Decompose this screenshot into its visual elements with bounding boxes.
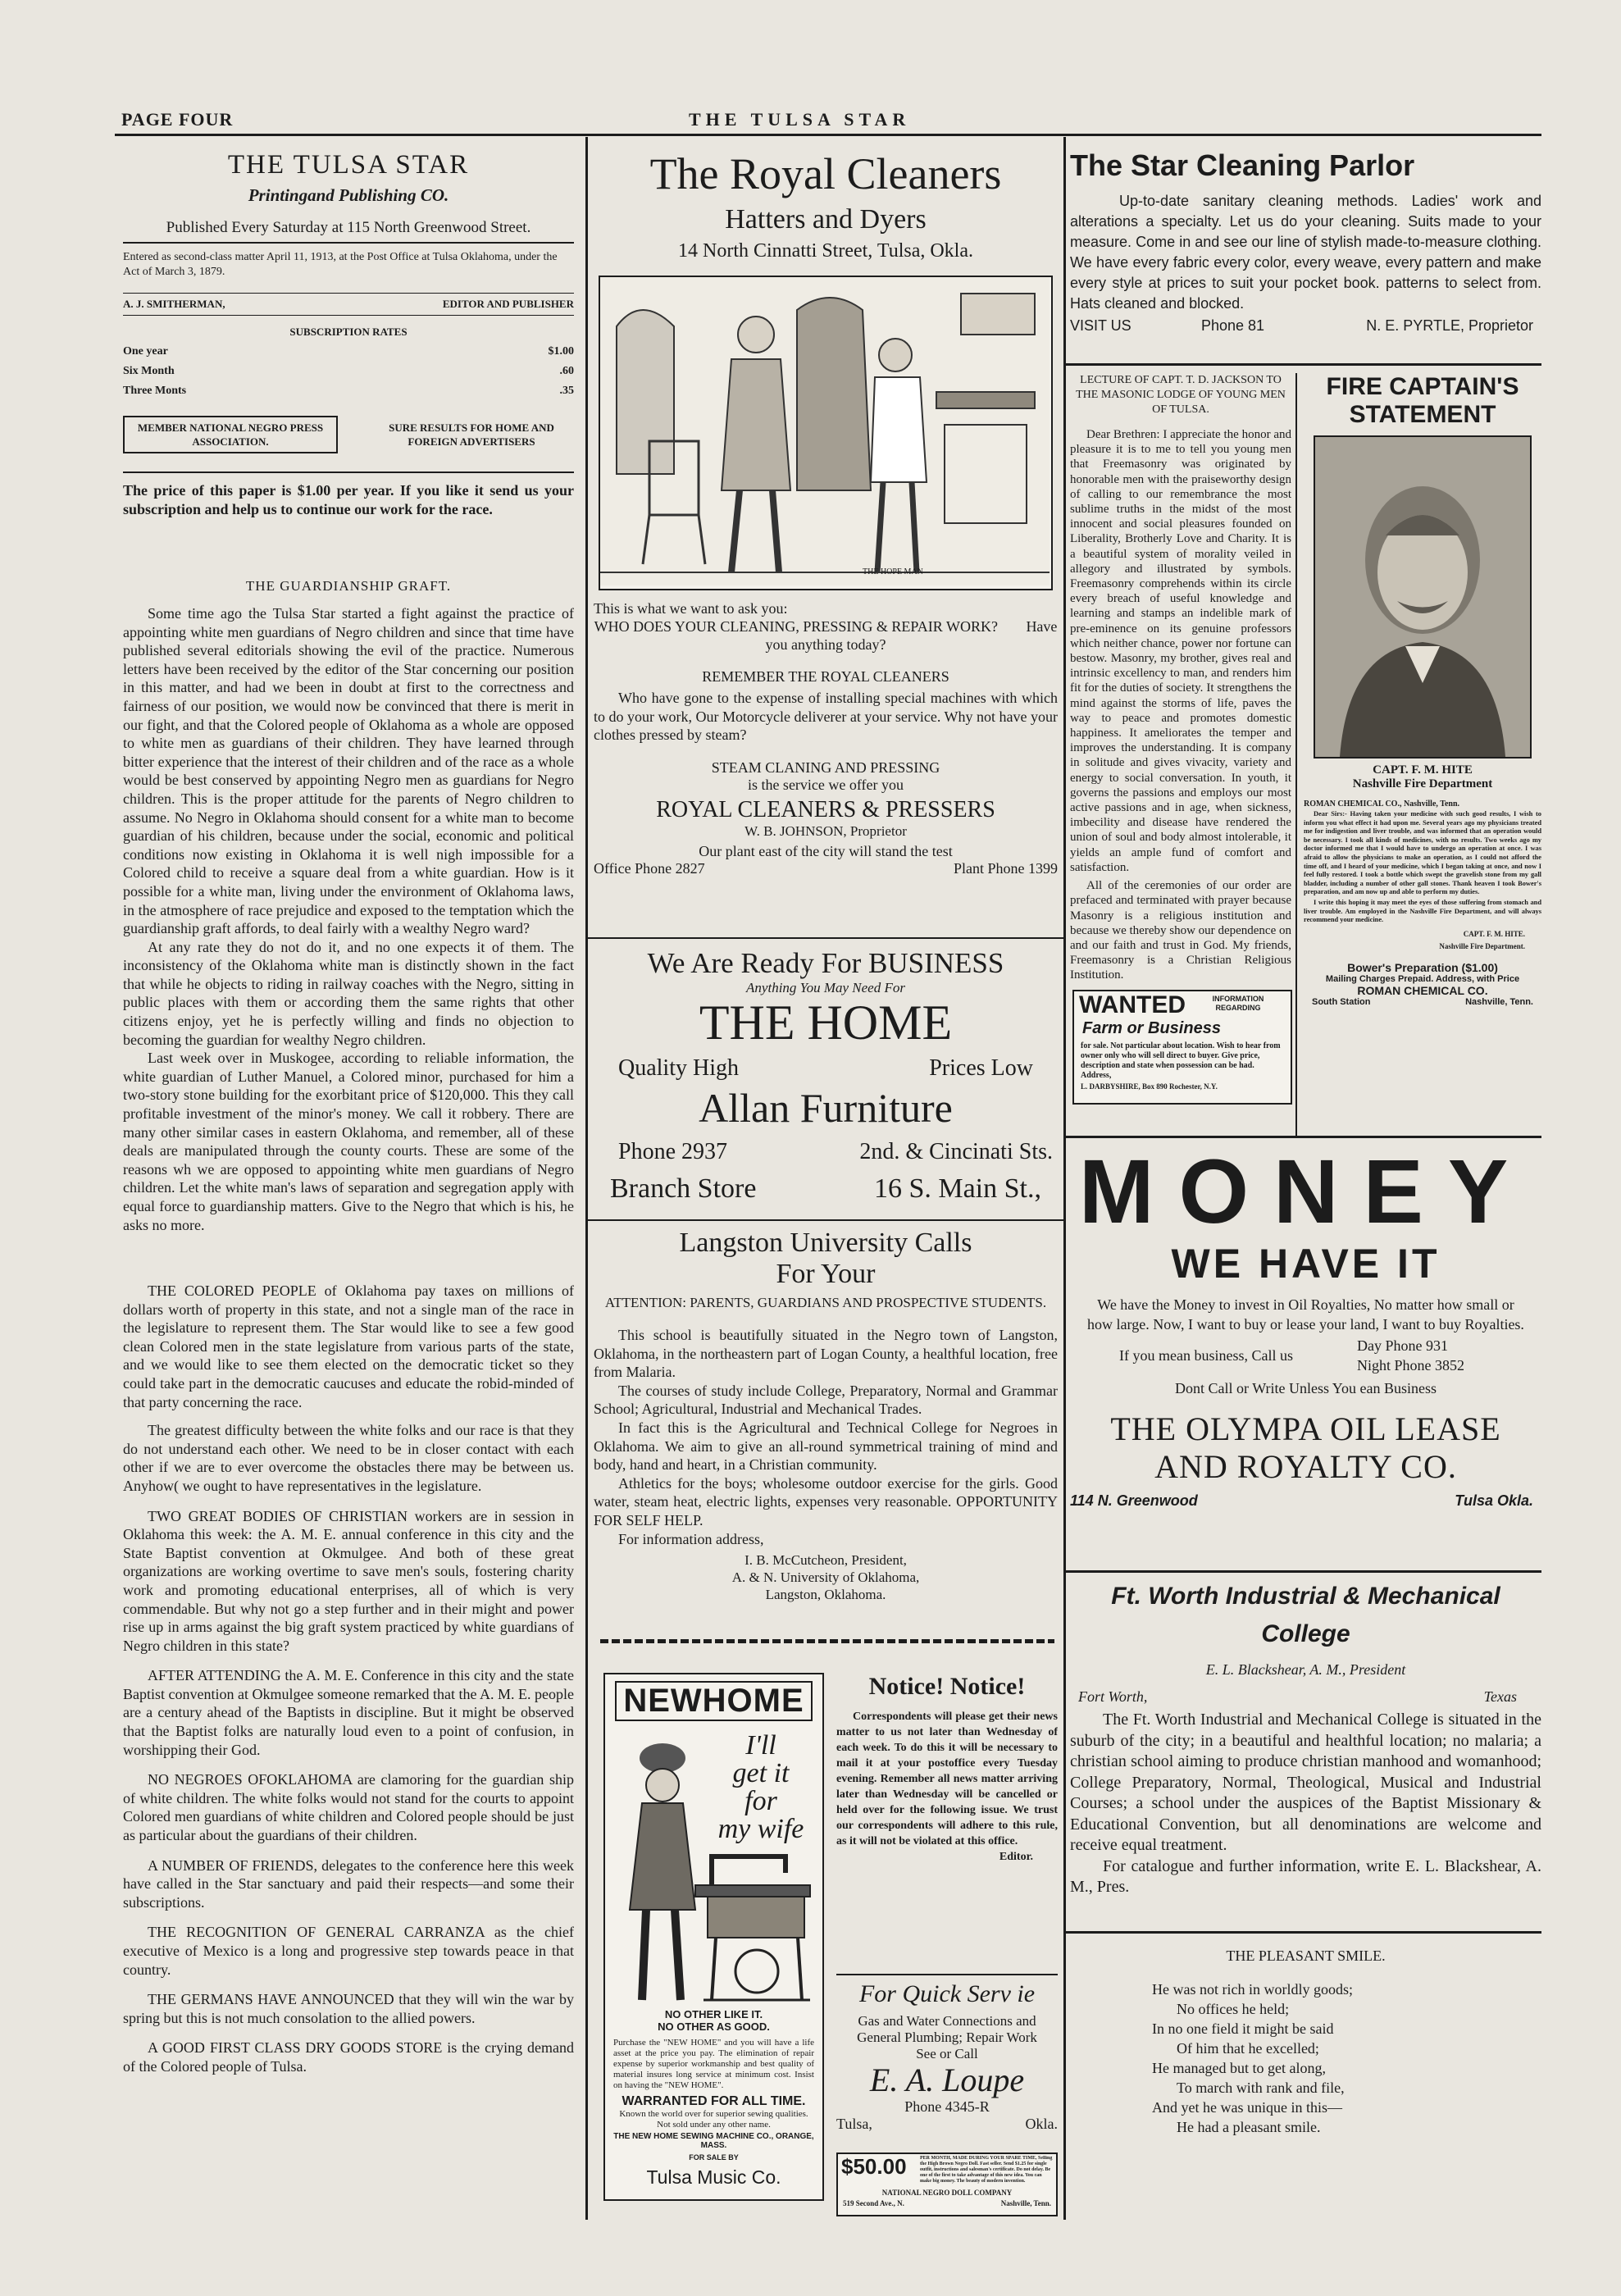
illustration-caption: THE HOPE MAN	[863, 567, 923, 576]
fire-sig: CAPT. F. M. HITE.	[1463, 929, 1525, 938]
money-mean: If you mean business, Call us	[1119, 1347, 1293, 1364]
service-line: General Plumbing; Repair Work	[857, 2029, 1037, 2045]
home-anything: Anything You May Need For	[746, 980, 905, 995]
rate-label: One year	[123, 345, 168, 358]
royal-office-phone: Office Phone 2827	[594, 859, 705, 877]
note-paragraph: AFTER ATTENDING the A. M. E. Conference in this city and the state Baptist convention at Okmulgee someone remarked that the A. M. E. people are a century ahead of the Baptists in discipline. But it might be observed that the Baptist folks are naturally loud even to a point of confusion, in worshipping their God.	[123, 1667, 574, 1758]
newspaper-page	[115, 94, 1541, 2226]
masthead-subtitle: Printingand Publishing CO.	[248, 185, 449, 205]
rate-label: Six Month	[123, 365, 175, 377]
royal-cleaners-ad	[594, 140, 1058, 985]
olympa-oil-ad	[1070, 1144, 1541, 1652]
masthead-title: THE TULSA STAR	[227, 150, 470, 180]
notice-body: Correspondents will please get their news matter to us not later than Wednesday of each week. To do this it will be necessary to mail it at your postoffice every Tuesday evening. Remember all news matter arriving later than Wednesday will be cancelled or held over for the following issue. We trust our correspondents will adhere to this rule, as it will not be violated at this office.	[836, 1711, 1058, 1847]
poem-line: And yet he was unique in this—	[1152, 2099, 1342, 2116]
lecture-heading: LECTURE OF CAPT. T. D. JACKSON TO THE MASONIC LODGE OF YOUNG MEN OF TULSA.	[1076, 374, 1286, 416]
slogan-line: I'll	[745, 1730, 776, 1761]
money-body: We have the Money to invest in Oil Royalties, No matter how small or how large. Now, I want to buy or lease your land, I want to buy Royalties.	[1087, 1296, 1524, 1332]
home-location: 2nd. & Cincinati Sts.	[859, 1139, 1053, 1164]
royal-name-2: ROYAL CLEANERS & PRESSERS	[656, 796, 995, 822]
new-home-warranted: WARRANTED FOR ALL TIME.	[622, 2094, 806, 2108]
fire-from: ROMAN CHEMICAL CO., Nashville, Tenn.	[1304, 800, 1460, 809]
home-phone-row	[594, 1139, 1058, 1173]
service-name: E. A. Loupe	[869, 2061, 1025, 2098]
langston-attention: ATTENTION: PARENTS, GUARDIANS AND PROSPECTIVE STUDENTS.	[604, 1295, 1047, 1310]
poem-title: THE PLEASANT SMILE.	[1226, 1947, 1386, 1964]
fire-station: South Station	[1312, 996, 1371, 1007]
langston-title-1: Langston University Calls	[679, 1228, 972, 1258]
poem-line: In no one field it might be said	[1152, 2020, 1334, 2037]
ad-rule	[600, 1639, 1054, 1643]
fw-title-1: Ft. Worth Industrial & Mechanical	[1111, 1583, 1500, 1610]
editorial-paragraph: At any rate they do not do it, and no one expects it of them. The inconsistency of the Oklahoma white man is distinctly shown in the fact that while he objects to riding in railway coaches with the Negro, sitting in public places with them or according them the same rights that other citizens enjoy, yet he is perfectly willing and finds no objection to becoming the guardian for wealthy Negro children.	[123, 938, 574, 1048]
royal-title: The Royal Cleaners	[649, 149, 1002, 198]
fire-sig-2: Nashville Fire Department.	[1439, 941, 1525, 950]
doll-address-row	[838, 2199, 1056, 2211]
rates-table	[123, 345, 574, 404]
service-title: For Quick Serv ie	[858, 1980, 1036, 2007]
langston-sig-line: I. B. McCutcheon, President,	[744, 1552, 907, 1569]
fw-city-row	[1070, 1688, 1541, 1710]
royal-offer: is the service we offer you	[747, 776, 904, 793]
rate-price: .35	[559, 385, 574, 397]
money-city: Tulsa Okla.	[1455, 1492, 1533, 1509]
wanted-info: INFORMATION REGARDING	[1212, 995, 1264, 1012]
star-parlor-body: Up-to-date sanitary cleaning methods. Ladies' work and alterations a specialty. Let us do your cleaning. Suits made to your measure. Come in and see our line of stylish made-to-measure clothing. We have every fabric every color, every weave, every pattern and make every style at prices to suit your pocket book. patterns to select from. Hats cleaned and blocked.	[1070, 193, 1541, 312]
new-home-dealer: Tulsa Music Co.	[646, 2166, 781, 2188]
header-rule	[115, 134, 1541, 136]
home-phone: Phone 2937	[618, 1139, 727, 1164]
masthead	[123, 140, 574, 583]
star-cleaning-parlor-ad	[1070, 140, 1541, 411]
rate-label: Three Monts	[123, 385, 187, 397]
new-home-small: Purchase the "NEW HOME" and you will have a life asset at the price you pay. The elimination of repair expense by superior workmanship and best quality of material insures long service at minimum cost. Insist on having the "NEW HOME".	[613, 2038, 814, 2090]
home-store-name: Allan Furniture	[699, 1085, 953, 1131]
new-home-title: NEWHOME	[615, 1681, 813, 1721]
ad-rule	[1066, 363, 1541, 366]
home-branch: Branch Store	[610, 1173, 757, 1204]
new-home-company: THE NEW HOME SEWING MACHINE CO., ORANGE, MASS.	[613, 2132, 814, 2150]
ad-rule	[1295, 373, 1297, 1136]
fire-captain-dept: Nashville Fire Department	[1352, 777, 1493, 790]
results-line: SURE RESULTS FOR HOME AND FOREIGN ADVERTISERS	[389, 421, 554, 448]
fire-captain-name: CAPT. F. M. HITE	[1373, 763, 1473, 777]
star-parlor-phone: Phone 81	[1201, 317, 1265, 334]
langston-paragraph: The courses of study include College, Preparatory, Normal and Grammar School; Agricultural, Industrial and Mechanical Trades.	[594, 1382, 1058, 1418]
royal-remember: REMEMBER THE ROYAL CLEANERS	[702, 668, 949, 685]
fire-prep: Bower's Preparation ($1.00)	[1347, 960, 1498, 974]
money-company-2: AND ROYALTY CO.	[1154, 1448, 1457, 1485]
ad-rule	[588, 1219, 1063, 1221]
doll-address: 519 Second Ave., N.	[843, 2199, 904, 2207]
poem-line: To march with rank and file,	[1177, 2080, 1345, 2096]
published-line: Published Every Saturday at 115 North Greenwood Street.	[123, 219, 574, 244]
editorial-paragraph: Some time ago the Tulsa Star started a fight against the practice of appointing white men guardians of Negro children and since that time have published several editorials showing the evil of the practice. Numerous letters have been received by the editor of the Star concerning our position in this matter, and had we been in doubt at first to the correctness and fairness of our position, we would now be convinced that there is merit in our fight, and that the Colored people of Oklahoma as a whole are opposed to white men as guardians of their children. They have learned through bitter experience that the interest of their children and of the race as a whole would be best conserved by appointing Negro men as guardians for Negro children. This is the proper attitude for the parents of Negro children to assume. No Negro in Oklahoma should consent for a white man to become guardian of his children, because under the social, economic and political conditions now existing in Oklahoma it is well nigh impossible for a Colored child to receive a square deal from a white guardian. How is it possible for a white man, living under the environment of Oklahoma laws, in the atmosphere of race prejudice and exposed to the temptation which the guardianship graft affords, to deal fairly with a wealthy Negro ward?	[123, 605, 574, 937]
home-quality: Quality High	[618, 1055, 739, 1081]
royal-steam: STEAM CLANING AND PRESSING	[711, 758, 940, 776]
money-addr-row	[1070, 1492, 1541, 1515]
fw-body: The Ft. Worth Industrial and Mechanical College is situated in the suburb of the city; in a beautiful and healthful location; no malaria; a christian school aiming to produce christian manhood and womanhood; College Preparatory, Normal, Theological, Musical and Industrial Courses; a school under the auspices of the Baptist Missionary & Educational Convention, but all denominations are welcome and receive equal treatment.	[1070, 1711, 1541, 1854]
fw-catalogue: For catalogue and further information, write E. L. Blackshear, A. M., Pres.	[1070, 1856, 1541, 1896]
new-home-other-1: NO OTHER LIKE IT.	[664, 2008, 763, 2020]
rate-price: $1.00	[548, 345, 574, 358]
fire-company: ROMAN CHEMICAL CO.	[1357, 983, 1488, 997]
new-home-slogan	[703, 1732, 818, 1843]
doll-company: NATIONAL NEGRO DOLL COMPANY	[881, 2189, 1013, 2197]
fire-title-1: FIRE CAPTAIN'S	[1326, 373, 1519, 400]
service-phone: Phone 4345-R	[904, 2098, 990, 2115]
running-header	[115, 104, 1541, 134]
entered-line: Entered as second-class matter April 11, 1913, at the Post Office at Tulsa Oklahoma, under the Act of March 3, 1879.	[123, 251, 558, 278]
member-row	[123, 416, 574, 465]
royal-illustration	[599, 276, 1053, 590]
service-line: See or Call	[916, 2046, 978, 2061]
poem-line: Of him that he excelled;	[1177, 2040, 1319, 2057]
fire-city: Nashville, Tenn.	[1465, 996, 1533, 1007]
home-title: THE HOME	[699, 995, 953, 1050]
poem-line: He was not rich in worldly goods;	[1152, 1981, 1353, 1998]
home-branch-address: 16 S. Main St.,	[873, 1173, 1041, 1204]
langston-paragraph: For information address,	[618, 1530, 764, 1547]
home-prices: Prices Low	[929, 1055, 1033, 1081]
lecture-paragraph: All of the ceremonies of our order are prefaced and terminated with prayer because Masonry is a religious institution and because we thereby show our dependence on and our faith and trust in God. My friends, Freemasonry is a Christian Religious Institution.	[1070, 879, 1291, 982]
slogan-line: get it	[732, 1758, 790, 1788]
doll-ad	[836, 2152, 1058, 2216]
captain-portrait	[1314, 435, 1532, 758]
fw-state: Texas	[1483, 1688, 1517, 1705]
poem-line: He had a pleasant smile.	[1177, 2119, 1321, 2135]
note-paragraph: TWO GREAT BODIES OF CHRISTIAN workers are in session in Oklahoma this week: the A. M. E. annual conference in this city and the State Baptist convention at Okmulgee. And both of these great organizations are working overtime to save men's souls, fostering charity work and promoting educational enterprises, all of which is very commendable. But why not go a step further and in their might and power rise up in arms against the big graft system practiced by white guardians of Negro children in this state?	[123, 1507, 574, 1654]
ad-rule	[1066, 1136, 1541, 1138]
money-night: Night Phone 3852	[1357, 1357, 1465, 1374]
editor-title: EDITOR AND PUBLISHER	[442, 298, 574, 310]
poem-line: No offices he held;	[1177, 2001, 1290, 2017]
masthead-rule	[123, 472, 574, 473]
royal-question-2: Have you anything today?	[765, 618, 1058, 653]
wanted-sub: Farm or Business	[1082, 1019, 1221, 1037]
rate-row	[123, 385, 574, 404]
editor-name: A. J. SMITHERMAN,	[123, 298, 225, 310]
ad-rule	[1066, 1570, 1541, 1573]
wanted-top	[1074, 991, 1291, 1019]
rate-price: .60	[559, 365, 574, 377]
langston-sig-line: A. & N. University of Oklahoma,	[731, 1569, 920, 1586]
royal-phones	[594, 860, 1058, 880]
editor-line	[123, 293, 574, 316]
rate-row	[123, 345, 574, 365]
note-paragraph: A NUMBER OF FRIENDS, delegates to the conference here this week have called in the Star sanctuary and paid their respects—and some their subscriptions.	[123, 1856, 574, 1911]
fire-letter: Dear Sirs:- Having taken your medicine with such good results, I wish to inform you what effect it had upon me. Several years ago my physicians treated me for indigestion and liver trouble, and was informed that an operation would be necessary. I took all kinds of medicines, with no results. Two weeks ago my doctor informed me that I would have to undergo an operation at once. I was afraid to allow the physicians to make an operation, as I could not afford the time off, and I heard of your medicine, which I began taking at once, and now I feel fully restored. I took a bottle which swept the gravelish stone from my gall bladder, including a number of other gall stones. Thank heaven I took Bower's preparation, and am now up and able to perform my duties.	[1304, 810, 1541, 896]
wanted-title: WANTED	[1079, 991, 1186, 1018]
note-paragraph: THE GERMANS HAVE ANNOUNCED that they will win the war by spring but this is not much consolation to the allied powers.	[123, 1991, 574, 2026]
royal-question-text: WHO DOES YOUR CLEANING, PRESSING & REPAIR WORK?	[594, 618, 998, 635]
home-ready: We Are Ready For BUSINESS	[647, 947, 1004, 979]
tailor-scene-image	[600, 277, 1050, 585]
wanted-ad	[1072, 990, 1292, 1105]
royal-plant-phone: Plant Phone 1399	[953, 859, 1058, 877]
langston-title-2: For Your	[776, 1259, 876, 1289]
service-line: Gas and Water Connections and	[858, 2013, 1036, 2029]
note-paragraph: NO NEGROES OFOKLAHOMA are clamoring for the guardian ship of white children. The white folks would not stand for the courts to appoint Colored men guardians of white children and Colored people should be just as particular about the guardians of their children.	[123, 1771, 574, 1844]
lecture-paragraph: Dear Brethren: I appreciate the honor and pleasure it is to me to tell you young men that Freemasonry was originated by honorable men with the praiseworthy design of calling to our remembrance the most sublime truths in the midst of the most innocent and social pleasures founded on Liberality, Brotherly Love and Charity. It is a beautiful system of morality veiled in allegory and illustrated by symbols. Freemasonry comprehends within its circle every breach of useful knowledge and learning and stamps an indelible mark of pre-eminence on its genuine professors which neither chance, power nor fortune can bestow. Masonry, my brother, gives real and intrinsic excellency to man, and renders him fit for the duties of society. It strengthens the mind against the storms of life, paves the way to peace and promotes domestic happiness. It ameliorates the temper and improves the understanding. It is company in solitude and gives vivacity, variety and energy to social conversation. In youth, it governs the passions and employs our most active passions and in age, when sickness, imbecility and disease have rendered the union of soul and body almost intolerable, it yields an ample fund of comfort and satisfaction.	[1070, 428, 1291, 874]
fort-worth-college-ad	[1070, 1583, 1541, 1927]
rate-row	[123, 365, 574, 385]
star-parlor-title: The Star Cleaning Parlor	[1070, 148, 1415, 182]
money-address: 114 N. Greenwood	[1070, 1492, 1198, 1509]
notice-editor: Editor.	[999, 1851, 1033, 1863]
home-quality-row	[594, 1055, 1058, 1085]
ad-rule	[836, 1974, 1058, 1975]
note-paragraph: A GOOD FIRST CLASS DRY GOODS STORE is the crying demand of the Colored people of Tulsa.	[123, 2039, 574, 2075]
editorial-notes	[123, 1282, 574, 2225]
page-label: PAGE FOUR	[121, 109, 234, 130]
plumbing-ad	[836, 1980, 1058, 2152]
doll-city: Nashville, Tenn.	[1000, 2199, 1051, 2207]
doll-amount: $50.00	[841, 2154, 907, 2179]
langston-ad	[594, 1228, 1058, 1703]
allan-furniture-ad	[594, 947, 1058, 1210]
money-day: Day Phone 931	[1357, 1337, 1448, 1354]
editorial	[123, 578, 574, 1365]
langston-paragraph: In fact this is the Agricultural and Technical College for Negroes in Oklahoma. We aim to give an all-round symmetrical training of mind and body, hand and heart, in a Christian community.	[594, 1419, 1058, 1474]
royal-question	[594, 617, 1058, 654]
royal-proprietor: W. B. JOHNSON, Proprietor	[744, 822, 907, 839]
new-home-known: Known the world over for superior sewing qualities. Not sold under any other name.	[619, 2109, 808, 2130]
langston-signature	[594, 1551, 1058, 1603]
money-sub: WE HAVE IT	[1171, 1241, 1441, 1287]
note-paragraph: The greatest difficulty between the white folks and our race is that they do not understand each other. We need to be in closer contact with each other if we are to ever overcome the obstacles there may be between us. Anyhow( we ought to have representatives in the legislature.	[123, 1422, 574, 1494]
paper-name: THE TULSA STAR	[689, 109, 911, 130]
poem-lines	[1152, 1979, 1541, 2137]
editorial-paragraph: Last week over in Muskogee, according to reliable information, the white guardian of Luther Manuel, a Colored minor, purchased for him a two-story stone building for the exorbitant price of $120,000. This they call profitable investment of the minor's money. We call it robbery. There are many other similar cases in eastern Oklahoma, and remember, all of these deals are manipulated through the county courts. These are some of the reasons wh we are opposed to appointing white men guardians of Negro children. Let the white man's laws of separation and segregation apply with equal force to guardianship matters. Give to the Negro that which is his, he asks no more.	[123, 1050, 574, 1233]
royal-address: 14 North Cinnatti Street, Tulsa, Okla.	[678, 240, 973, 262]
column-rule-1	[585, 137, 588, 2220]
price-note: The price of this paper is $1.00 per year. If you like it send us your subscription and help us to continue our work for the race.	[123, 482, 574, 517]
slogan-line: my wife	[717, 1814, 804, 1844]
fw-president: E. L. Blackshear, A. M., President	[1205, 1661, 1406, 1678]
rates-heading: SUBSCRIPTION RATES	[289, 326, 408, 338]
royal-plant: Our plant east of the city will stand the test	[699, 842, 953, 859]
royal-body: Who have gone to the expense of installing special machines with which to do your work, Our Motorcycle deliverer at your service. Why not have your clothes pressed by steam?	[594, 690, 1058, 744]
service-city: Tulsa,	[836, 2116, 872, 2132]
wanted-text: for sale. Not particular about location. Wish to hear from owner only who will sell direct to buyer. Give price, description and state when possession can be had. Address,	[1081, 1041, 1281, 1080]
star-parlor-visit: VISIT US	[1070, 317, 1132, 334]
slogan-line: for	[744, 1786, 777, 1816]
service-state: Okla.	[1025, 2116, 1058, 2132]
wanted-address: L. DARBYSHIRE, Box 890 Rochester, N.Y.	[1081, 1082, 1218, 1091]
langston-paragraph: Athletics for the boys; wholesome outdoor exercise for the girls. Good water, steam heat, electric lights, expenses very reasonable. OPPORTUNITY FOR SELF HELP.	[594, 1474, 1058, 1528]
notice-box	[836, 1673, 1058, 1976]
doll-top	[838, 2154, 1056, 2187]
star-parlor-proprietor: N. E. PYRTLE, Proprietor	[1366, 317, 1533, 334]
money-company-1: THE OLYMPA OIL LEASE	[1110, 1410, 1501, 1447]
portrait-image	[1315, 437, 1530, 757]
poem	[1070, 1947, 1541, 2194]
royal-ask: This is what we want to ask you:	[594, 600, 788, 617]
note-paragraph: THE COLORED PEOPLE of Oklahoma pay taxes on millions of dollars worth of property in this state, and not a single man of the race in the legislature to represent them. The Star would like to see a few good clean Colored men in the state legislature from various parts of the state, and we would like to see them elected on the democratic ticket so they could take part in the democratic caucuses and educate the robid-minded of that party concerning the race.	[123, 1282, 574, 1410]
column-rule-2	[1063, 137, 1066, 2220]
service-city-row	[836, 2116, 1058, 2135]
notice-title: Notice! Notice!	[868, 1673, 1026, 1700]
langston-sig-line: Langston, Oklahoma.	[765, 1587, 886, 1603]
doll-text: PER MONTH, MADE DURING YOUR SPARE TIME, Selling the High Brown Negro Doll. Fast seller. Send $1.25 for single outfit, instructions and salesman's certificate. Do not delay. Be one of the first to take advantage of this new idea. You can make big money. The beauty of modern invention.	[920, 2156, 1053, 2184]
fire-mailing: Mailing Charges Prepaid. Address, with Price	[1325, 973, 1520, 984]
editorial-heading: THE GUARDIANSHIP GRAFT.	[245, 578, 452, 594]
fw-city: Fort Worth,	[1078, 1688, 1148, 1705]
new-home-other-2: NO OTHER AS GOOD.	[658, 2020, 770, 2033]
money-dont: Dont Call or Write Unless You ean Business	[1175, 1380, 1437, 1396]
fire-station-row	[1304, 997, 1541, 1010]
home-branch-row	[594, 1173, 1058, 1208]
ad-rule	[1066, 1931, 1541, 1934]
fire-captain-ad	[1304, 373, 1541, 1144]
star-parlor-visit-row	[1070, 317, 1541, 339]
new-home-ad	[603, 1673, 824, 2201]
new-home-sold: FOR SALE BY	[689, 2153, 739, 2162]
langston-paragraph: This school is beautifully situated in the Negro town of Langston, Oklahoma, in the northeastern part of Logan County, a healthful location, free from Malaria.	[594, 1327, 1058, 1381]
money-title: MONEY	[1078, 1144, 1533, 1242]
royal-subtitle: Hatters and Dyers	[725, 204, 927, 235]
fire-title-2: STATEMENT	[1349, 401, 1496, 428]
note-paragraph: THE RECOGNITION OF GENERAL CARRANZA as the chief executive of Mexico is a long and progressive step towards peace in that country.	[123, 1924, 574, 1978]
fire-letter-2: I write this hoping it may meet the eyes of those suffering from stomach and liver trouble. Am employed in the Nashville Fire Department, and will always recommend your medicine.	[1304, 898, 1541, 924]
member-box: MEMBER NATIONAL NEGRO PRESS ASSOCIATION.	[123, 416, 338, 453]
poem-line: He managed but to get along,	[1152, 2060, 1326, 2076]
money-phone-row	[1070, 1337, 1541, 1377]
fw-title-2: College	[1261, 1620, 1350, 1647]
ad-rule	[588, 937, 1063, 939]
